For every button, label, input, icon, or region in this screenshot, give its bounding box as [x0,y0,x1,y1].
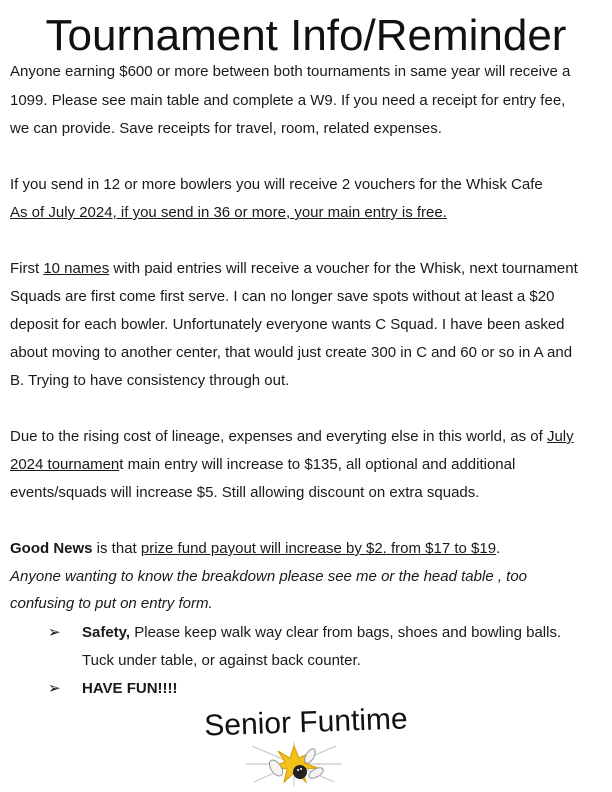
arrow-bullet-icon: ➢ [48,624,61,641]
p2-line-1: If you send in 12 or more bowlers you will receive 2 vouchers for the Whisk Cafe [10,176,543,193]
p5-l1b: is that [92,540,141,557]
p1-line-2: 1099. Please see main table and complete a W9. If you need a receipt for entry fee, [10,92,566,109]
bullet-2: HAVE FUN!!!! [82,680,178,697]
p5-prize-fund: prize fund payout will increase by $2. from $17 to $19 [140,540,497,557]
logo-text: Senior Funtime [203,702,409,743]
p4-line-1 [10,427,574,447]
p3-ten-names: 10 names [43,260,110,277]
p3-l1c: with paid entries will receive a voucher for the Whisk, next tournament [109,260,578,277]
p5-l1d: . [496,540,501,557]
p3-line-1 [10,259,578,279]
p3-line-2: Squads are first come first serve. I can no longer save spots without at least a $20 [10,288,555,305]
p4-l2b: t main entry will increase to $135, all optional and additional [119,456,516,473]
safety-label: Safety, [82,624,131,641]
p3-line-5: B. Trying to have consistency through out. [10,372,290,389]
page-title: Tournament Info/Reminder [45,11,567,60]
p4-tournament: 2024 tournamen [10,456,120,473]
p4-line-2 [10,455,515,475]
p1-line-1: Anyone earning $600 or more between both tournaments in same year will receive a [10,63,571,80]
p2-underlined: As of July 2024, if you send in 36 or more, your main entry is free. [10,204,447,221]
bullet-1-line-1 [82,623,561,643]
bullet-1-line-2: Tuck under table, or against back counter. [82,652,361,669]
p1-line-3: we can provide. Save receipts for travel, room, related expenses. [10,120,442,137]
p5-line-1 [10,539,500,559]
good-news-label: Good News [10,540,93,557]
arrow-bullet-icon: ➢ [48,680,61,697]
p2-line-2 [10,203,447,223]
p3-line-3: deposit for each bowler. Unfortunately everyone wants C Squad. I have been asked [10,316,565,333]
p4-l1a: Due to the rising cost of lineage, expenses and everyting else in this world, as of [10,428,547,445]
bullet-1-text: Please keep walk way clear from bags, shoes and bowling balls. [130,624,562,641]
p3-line-4: about moving to another center, that would just create 300 in C and 60 or so in A and [10,344,573,361]
p3-l1a: First [10,260,44,277]
bowling-burst-icon [246,742,342,786]
p4-july: July [546,428,574,445]
p5-line-2: Anyone wanting to know the breakdown please see me or the head table , too [10,568,528,585]
p4-line-3: events/squads will increase $5. Still allowing discount on extra squads. [10,484,480,501]
p5-line-3: confusing to put on entry form. [10,595,213,612]
